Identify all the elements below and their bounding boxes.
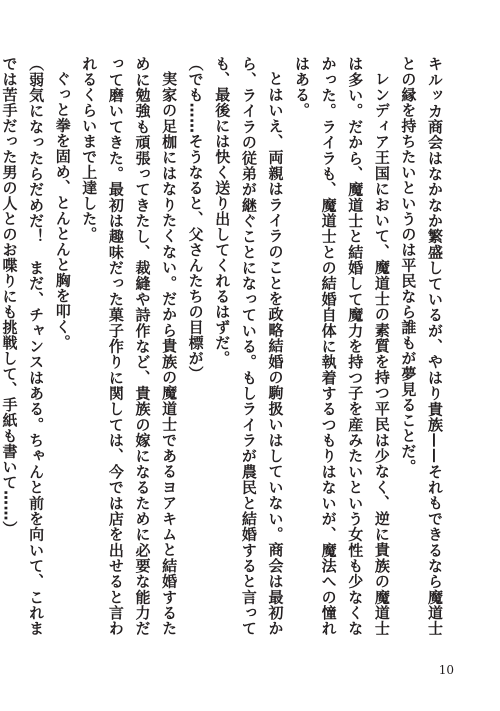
paragraph-6: ぐっと拳を固め、とんとんと胸を叩く。 bbox=[53, 71, 72, 350]
paragraph-3: とはいえ、両親はライラのことを政略結婚の駒扱いはしていない。商会は最初から、ライラの従弟が継ぐことになっている。もしライラが農民と結婚すると言っても、最後には快く送り出してくれるはずだ。 bbox=[213, 56, 285, 636]
paragraph-1: キルッカ商会はなかなか繁盛しているが、やはり貴族——それもできるなら魔道士との縁を持ちたいというのは平民なら誰もが夢見ることだ。 bbox=[399, 56, 444, 636]
paragraph-5: 実家の足枷にはなりたくない。だから貴族の魔道士であるヨアキムと結婚するために勉強も頑張ってきたし、裁縫や詩作など、貴族の嫁になるために必要な能力だって磨いてきた。最初は趣味だった菓子作りに関しては、今では店を出せると言われるくらいまで上達した。 bbox=[80, 56, 179, 636]
paragraph-7: （弱気になったらだめだ！ まだ、チャンスはある。ちゃんと前を向いて、これまでは苦手だった男の人とのお喋りにも挑戦して、手紙も書いて……） bbox=[0, 56, 46, 636]
paragraph-2: レンディア王国において、魔道士の素質を持つ平民は少なく、逆に貴族の魔道士は多い。だから、魔道士と結婚して魔力を持つ子を産みたいという女性も少なくなかった。ライラも、魔道士との結婚自体に執着するつもりはないが、魔法への憧れはある。 bbox=[293, 56, 391, 636]
paragraph-4: （でも……そうなると、父さんたちの目標が） bbox=[186, 56, 205, 382]
page-number: 10 bbox=[438, 663, 454, 677]
vertical-body-text bbox=[0, 56, 448, 636]
